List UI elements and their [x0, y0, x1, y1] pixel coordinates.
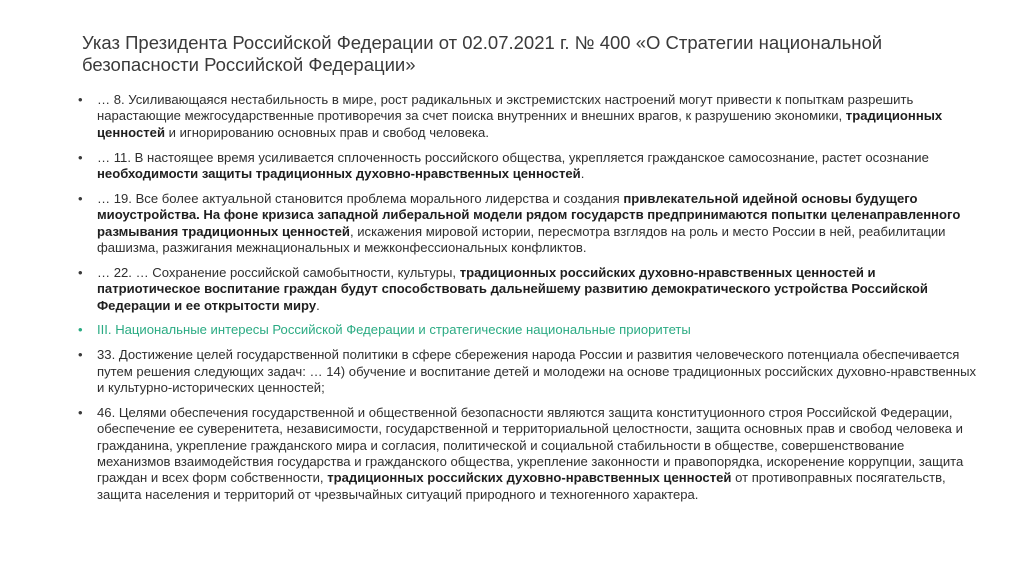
item-text: … 22. … Сохранение российской самобытности, культуры,: [97, 264, 460, 280]
list-item-19: [78, 191, 978, 257]
item-text: … 8. Усиливающаяся нестабильность в мире, рост радикальных и экстремистских настроений могут привести к попыткам разрешить нарастающие межгосударственные противоречия за счет поиска внутренних и внешних врагов, к разрушению экономики,: [97, 92, 914, 124]
bullet-icon: •: [78, 149, 83, 165]
list-item-22: [78, 265, 978, 314]
slide-title: Указ Президента Российской Федерации от 02.07.2021 г. № 400 «О Стратегии национальной безопасности Российской Федерации»: [82, 32, 883, 75]
bullet-icon: •: [78, 322, 83, 338]
section-heading: III. Национальные интересы Российской Федерации и стратегические национальные приоритеты: [97, 322, 691, 338]
item-text: от противоправных посягательств, защита населения и территорий от чрезвычайных ситуаций природного и техногенного характера.: [97, 470, 946, 502]
item-text: … 11. В настоящее время усиливается сплоченность российского общества, укрепляется гражданское самосознание, растет осознание: [97, 149, 929, 165]
item-emphasis: традиционных российских духовно-нравственных ценностей: [327, 470, 732, 486]
list-item-46: [78, 405, 978, 503]
item-emphasis: традиционных ценностей: [97, 108, 943, 140]
list-item-33: [78, 347, 978, 396]
bullet-icon: •: [78, 190, 83, 206]
item-emphasis: необходимости защиты традиционных духовно-нравственных ценностей: [97, 166, 581, 182]
bullet-icon: •: [78, 264, 83, 280]
item-text: .: [316, 297, 320, 313]
item-text: , искажения мировой истории, пересмотра взглядов на роль и место России в ней, реабилитации фашизма, разжигания межнациональных и межконфессиональных конфликтов.: [97, 223, 946, 256]
bullet-icon: •: [78, 404, 83, 420]
item-text: … 19. Все более актуальной становится проблема морального лидерства и создания: [97, 190, 624, 206]
bullet-icon: •: [78, 347, 83, 363]
item-text: .: [580, 166, 585, 182]
list-item-11: [78, 150, 978, 183]
item-text: и игнорированию основных прав и свобод человека.: [165, 124, 489, 140]
bullet-icon: •: [78, 92, 83, 107]
item-emphasis: традиционных российских духовно-нравственных ценностей и патриотическое воспитание граждан будут способствовать дальнейшему развитию демократического устройства Российской Федерации и ее открытости миру: [97, 264, 928, 313]
item-text: 46. Целями обеспечения государственной и общественной безопасности являются защита конституционного строя Российской Федерации, обеспечение ее суверенитета, независимости, государственной и территориальной целостности, защита основных прав и свобод человека и гражданина, укрепление гражданского мира и согласия, политической и социальной стабильности в обществе, совершенствование механизмов взаимодействия государства и гражданского общества, укрепление законности и правопорядка, искоренение коррупции, защита граждан и всех форм собственности,: [97, 404, 964, 486]
section-heading-item: [78, 322, 978, 338]
bullet-list: [78, 92, 978, 512]
item-emphasis: привлекательной идейной основы будущего миоустройства. На фоне кризиса западной либеральной модели рядом государств предпринимаются попытки целенаправленного размывания традиционных ценностей: [97, 190, 961, 239]
item-text: 33. Достижение целей государственной политики в сфере сбережения народа России и развития человеческого потенциала обеспечивается путем решения следующих задач: … 14) обучение и воспитание детей и молодежи на основе традиционных российских духовно-нравственных и культурно-исторических ценностей;: [97, 347, 977, 396]
list-item-8: [78, 92, 978, 141]
